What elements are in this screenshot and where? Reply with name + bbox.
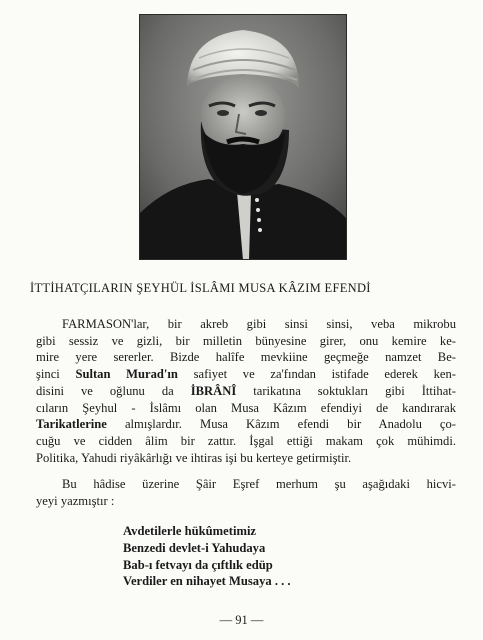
paragraph-line: Bu hâdise üzerine Şâir Eşref merhum şu aşağıdaki hicvi- [62, 477, 456, 491]
paragraph-line: cuğu ve cidden âlim bir zattır. İşgal ettiği makam çok mühimdi. [36, 433, 456, 448]
poem-line: Avdetilerle hükûmetimiz [123, 524, 257, 538]
text-run: şinci [36, 367, 76, 382]
bold-text: İBRÂNÎ [190, 383, 237, 398]
paragraph-line: gibi sessiz ve gizli, bir milletin bünyesine girer, onu kemire ke- [36, 333, 456, 348]
text-run: disini ve oğlunu da [36, 383, 191, 398]
caption: İTTİHATÇILARIN ŞEYHÜL İSLÂMI MUSA KÂZIM EFENDİ [30, 281, 371, 295]
text-run: tarikatına soktukları gibi İttihat- [236, 383, 456, 398]
poem [123, 523, 291, 590]
body-paragraph [36, 316, 456, 466]
paragraph-line: cıların Şeyhul - İslâmı olan Musa Kâzım efendiyi de kandırarak [36, 400, 456, 415]
text-run: safiyet ve za'fından istifade ederek ken- [177, 367, 456, 382]
text-run: almışlardır. Musa Kâzım efendi bir Anadolu ço- [106, 417, 456, 432]
bold-text: Tarikatlerine [36, 417, 107, 432]
poem-line: Bab-ı fetvayı da çıftlık edüp [123, 557, 273, 572]
portrait-photo [139, 14, 347, 260]
poem-line: Verdiler en nihayet Musaya . . . [123, 574, 291, 589]
body-paragraph [36, 476, 456, 509]
paragraph-line: Politika, Yahudi riyâkârlığı ve ihtiras işi bu kerteye getirmiştir. [36, 450, 352, 465]
paragraph-line [36, 416, 456, 433]
paragraph-line: FARMASON'lar, bir akreb gibi sinsi sinsi, veba mikrobu [62, 317, 456, 331]
paragraph-line: mire yere sererler. Bizde halîfe mevkiine geçmeğe namzet Be- [36, 350, 456, 365]
page-number: — 91 — [219, 613, 264, 627]
paragraph-line [36, 366, 456, 383]
bold-text: Sultan Murad'ın [75, 367, 178, 382]
paragraph-line: yeyi yazmıştır : [36, 493, 115, 508]
paragraph-line [36, 383, 456, 400]
poem-line: Benzedi devlet-i Yahudaya [123, 540, 266, 555]
